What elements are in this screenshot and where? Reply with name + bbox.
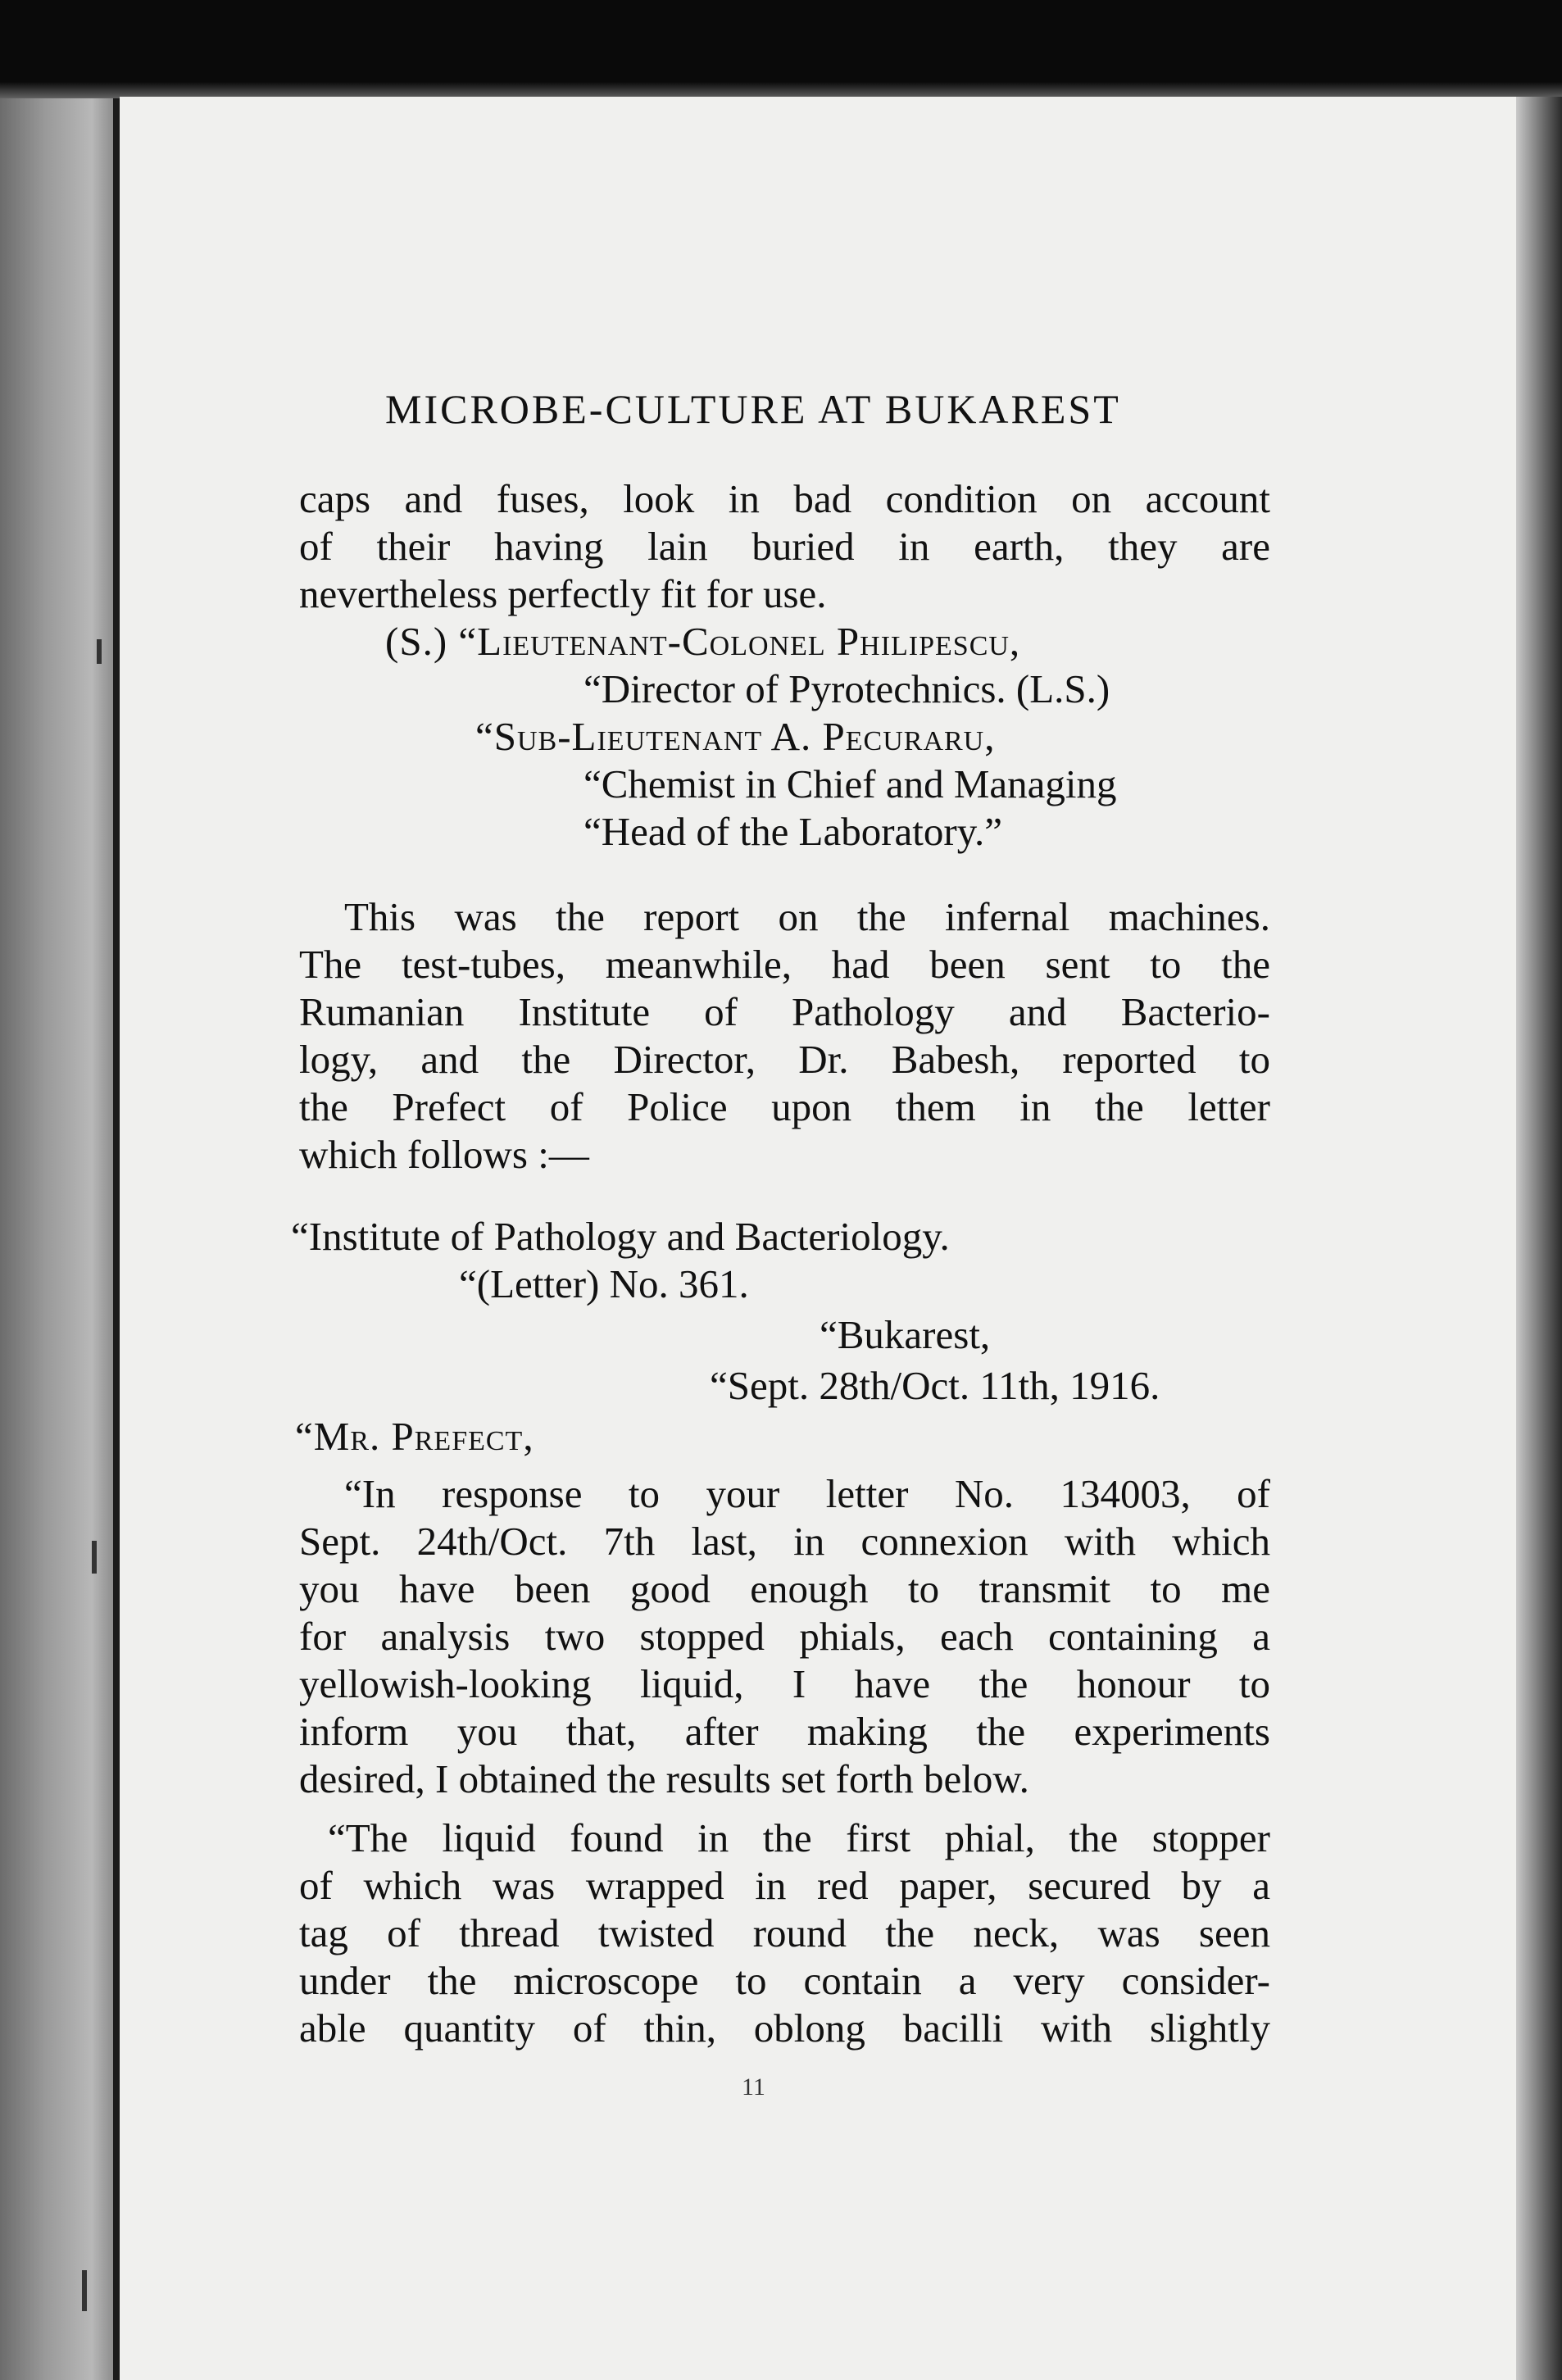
letter-line: Sept. 24th/Oct. 7th last, in connexion with which xyxy=(299,1519,1270,1564)
paragraph-line: This was the report on the infernal machines. xyxy=(344,894,1270,939)
page-number: 11 xyxy=(742,2073,765,2101)
letter-line: for analysis two stopped phials, each containing a xyxy=(299,1614,1270,1659)
signature-line: “Sub-Lieutenant A. Pecuraru, xyxy=(475,714,996,759)
scan-speck xyxy=(92,1541,97,1574)
letter-line: able quantity of thin, oblong bacilli with slightly xyxy=(299,2005,1270,2051)
signature-line: “Chemist in Chief and Managing xyxy=(583,761,1117,806)
letter-reference: “(Letter) No. 361. xyxy=(459,1261,749,1306)
paragraph-line: Rumanian Institute of Pathology and Bacterio- xyxy=(299,989,1270,1034)
letter-place: “Bukarest, xyxy=(820,1312,991,1357)
signature-line: “Head of the Laboratory.” xyxy=(583,809,1003,854)
letter-heading: “Institute of Pathology and Bacteriology. xyxy=(291,1214,950,1259)
signature-line: “Director of Pyrotechnics. (L.S.) xyxy=(583,666,1110,711)
letter-line: “The liquid found in the first phial, the stopper xyxy=(328,1815,1270,1860)
letter-line: under the microscope to contain a very consider- xyxy=(299,1958,1270,2003)
text-line: nevertheless perfectly fit for use. xyxy=(299,571,827,616)
signature-line: (S.) “Lieutenant-Colonel Philipescu, xyxy=(385,619,1021,664)
paragraph-line: which follows :— xyxy=(299,1132,589,1177)
paragraph-line: the Prefect of Police upon them in the letter xyxy=(299,1084,1270,1129)
letter-line: tag of thread twisted round the neck, was seen xyxy=(299,1910,1270,1955)
paragraph-line: logy, and the Director, Dr. Babesh, reported to xyxy=(299,1037,1270,1082)
letter-line: of which was wrapped in red paper, secured by a xyxy=(299,1863,1270,1908)
letter-date: “Sept. 28th/Oct. 11th, 1916. xyxy=(710,1363,1160,1408)
letter-line: desired, I obtained the results set forth below. xyxy=(299,1756,1029,1801)
letter-salutation: “Mr. Prefect, xyxy=(295,1414,534,1459)
running-head: MICROBE-CULTURE AT BUKAREST xyxy=(385,386,1121,432)
text-line: caps and fuses, look in bad condition on account xyxy=(299,476,1270,521)
facing-page-edge xyxy=(0,98,115,2380)
paragraph-line: The test-tubes, meanwhile, had been sent to the xyxy=(299,942,1270,987)
scan-speck xyxy=(82,2270,87,2311)
letter-line: inform you that, after making the experiments xyxy=(299,1709,1270,1754)
letter-line: yellowish-looking liquid, I have the honour to xyxy=(299,1661,1270,1706)
scan-speck xyxy=(97,639,102,664)
letter-line: you have been good enough to transmit to me xyxy=(299,1566,1270,1611)
text-line: of their having lain buried in earth, they are xyxy=(299,524,1270,569)
page-right-edge xyxy=(1516,97,1562,2380)
gutter-fold xyxy=(113,98,120,2380)
letter-line: “In response to your letter No. 134003, of xyxy=(344,1471,1270,1516)
